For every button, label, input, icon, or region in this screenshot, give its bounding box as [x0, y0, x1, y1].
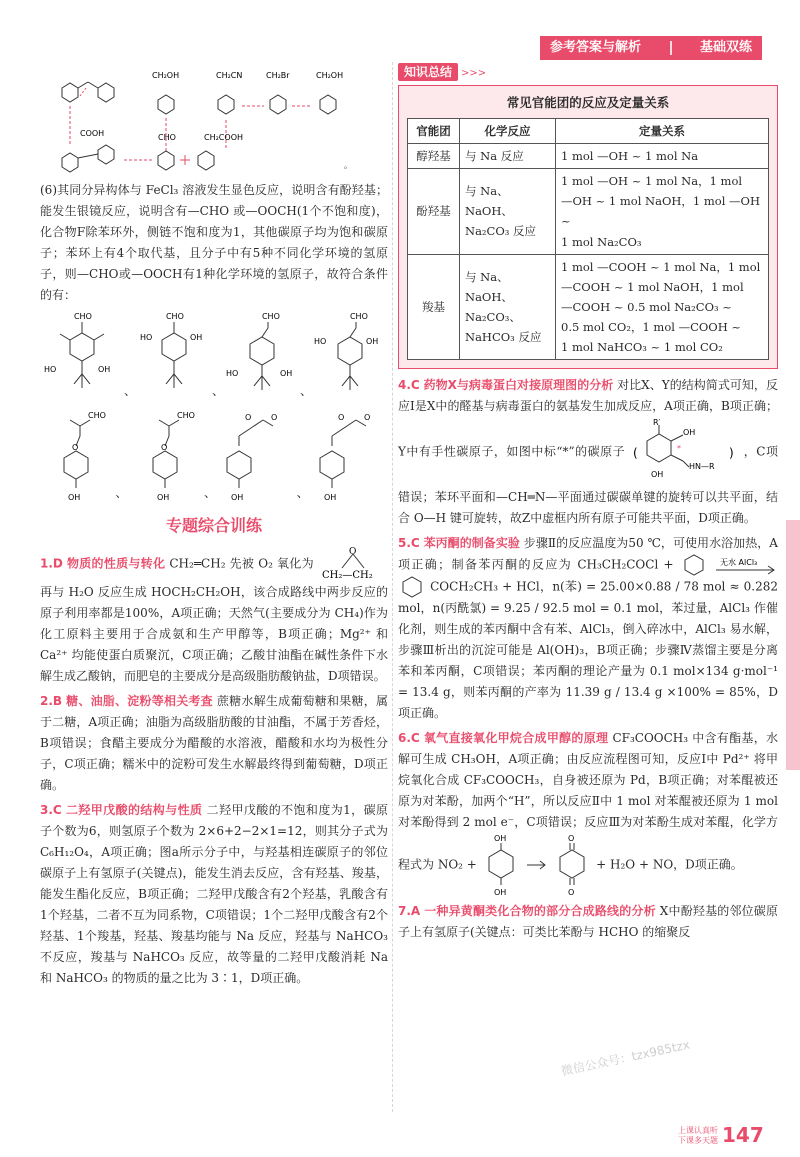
q3-head: 3.C: [40, 803, 62, 817]
header-separator: [670, 41, 672, 55]
q1-text-1: CH₂═CH₂ 先被 O₂ 氧化为: [169, 556, 314, 571]
table-header: 定量关系: [556, 118, 769, 143]
q6-answer: [398, 728, 778, 897]
q4-text-1: 对比X、Y的结构简式可知，反应Ⅰ是X中的醛基与病毒蛋白的氨基发生加成反应，A项正确，B项正确；Y中有手性碳原子，如图中标“*”的碳原子: [398, 378, 778, 459]
isomer-structure: [310, 406, 388, 504]
reaction-scheme-drawing: [40, 60, 370, 178]
q2-text: 蔗糖水解生成葡萄糖和果糖，属于二糖，A项正确；油脂为高级脂肪酸的甘油酯，不属于芳香烃，B项错误；食醋主要成分为醋酸的水溶液，醋酸和水均为极性分子，C项正确；糯米中的淀粉可发生水解最终得到葡萄糖，D项正确。: [40, 694, 388, 792]
answers-label: 参考答案与解析: [550, 39, 642, 55]
isomer-cho-label: CHO: [73, 312, 92, 322]
table-header: 化学反应: [460, 118, 556, 143]
q7-head: 7.A: [398, 904, 421, 919]
q4-topic: 药物X与病毒蛋白对接原理图的分析: [423, 378, 614, 393]
table-header-row: [408, 118, 769, 143]
isomer-structure: [129, 406, 203, 504]
q1-answer: [40, 546, 388, 687]
q1-head: 1.D: [40, 556, 63, 571]
isomer-cho-label: CHO: [176, 411, 195, 420]
q4-head: 4.C: [398, 378, 420, 393]
isomer-ho-label: HO: [139, 333, 153, 343]
isomer-ho-label: HO: [43, 364, 57, 374]
table-cell-reaction: 与 Na 反应: [460, 144, 556, 169]
table-title: 常见官能团的反应及定量关系: [506, 95, 670, 110]
quant-line: 1 mol Na₂CO₃: [561, 234, 642, 249]
isomer-separator: 、: [211, 384, 224, 398]
q6-text: (6)其同分异构体与 FeCl₃ 溶液发生显色反应，说明含有酚羟基；能发生银镜反应，说明含有—CHO 或—OOCH(1个不饱和度)，化合物F除苯环外，侧链不饱和度为1，其他碳原子均为饱和碳原子；苯环上有4个取代基，且分子中有5种不同化学环境的氢原子，则—CHO或—OOCH有1种化学环境的氢原子，故符合条件的有：: [40, 183, 388, 302]
column-divider: [392, 62, 393, 1112]
header-bar: [540, 36, 762, 60]
isomer-row-2: [40, 406, 388, 504]
q6-text-1: CF₃COOCH₃ 中含有酯基，水解可生成 CH₃OH，A项正确；由反应流程图可知，反应Ⅰ中 Pd²⁺ 将甲烷氧化合成 CF₃COOCH₃，自身被还原为 Pd，B项正确；对苯醌被还原为对苯酚，加两个“H”，所以反应Ⅱ中 1 mol 对苯醌被还原为 1 mol 对苯酚得到 2 mol e⁻，C项错误；反应Ⅲ为对苯酚生成对苯醌，化学方程式为 NO₂ +: [398, 731, 778, 872]
knowledge-summary-arrows: >>>: [461, 68, 487, 79]
scheme-label-ch2br: CH₂Br: [266, 71, 290, 80]
watermark: 微信公众号：tzx985tzx: [559, 1037, 692, 1079]
q2-head: 2.B: [40, 694, 63, 708]
quant-line: —OH ~ 1 mol NaOH，1 mol —OH ~: [561, 194, 761, 229]
knowledge-summary-box: [398, 85, 778, 369]
chiral-r1-label: R′: [653, 418, 661, 428]
q5-answer: [398, 533, 778, 724]
quant-line: 1 mol —OH ~ 1 mol Na，1 mol: [561, 174, 743, 189]
isomer-structure: [136, 310, 212, 402]
isomer-structure: [312, 310, 388, 402]
table-cell-quant: [556, 169, 769, 255]
isomer-separator: 、: [123, 384, 136, 398]
q2-topic: 糖、油脂、淀粉等相关考查: [66, 694, 213, 708]
isomer-o-label: O: [245, 413, 252, 422]
isomer-ho-label: HO: [225, 368, 239, 378]
chiral-structure: [629, 417, 739, 487]
q4-answer: [398, 375, 778, 529]
isomer-oh-label: OH: [189, 333, 203, 343]
table-cell-quant: [556, 144, 769, 169]
reaction-arrow-label: 无水 AlCl₃: [720, 558, 758, 568]
isomer-oh-label: OH: [365, 337, 379, 347]
isomer-oh-label: OH: [68, 493, 81, 502]
page-number: 147: [722, 1123, 764, 1147]
q5-text-1: 步骤Ⅱ的反应温度为50 ℃，可使用水浴加热，A项正确；制备苯丙酮的反应为 CH₃CH₂COCl +: [398, 536, 778, 572]
q1-topic: 物质的性质与转化: [66, 556, 166, 571]
quant-line: 1 mol —OH ~ 1 mol Na: [561, 149, 699, 163]
isomer-structure: [224, 310, 300, 402]
q4-text-2: ，C项错误；苯环平面和—CH═N—平面通过碳碳单键的旋转可以共平面，结合 O—H 键可旋转，故Z中虚框内所有原子可能共平面，D项正确。: [398, 444, 778, 526]
q7-text: X中酚羟基的邻位碳原子上有氢原子(关键点：可类比苯酚与 HCHO 的缩聚反: [398, 904, 778, 940]
q6-text-2: + H₂O + NO，D项正确。: [596, 857, 743, 872]
quinone-o-label: O: [568, 834, 575, 844]
quinone-structure: [552, 833, 592, 897]
isomer-ho-label: HO: [313, 337, 327, 347]
isomer-separator: 、: [296, 486, 309, 500]
table-cell-reaction: 与 Na、NaOH、Na₂CO₃、NaHCO₃ 反应: [460, 254, 556, 360]
table-cell-group: 羧基: [408, 254, 460, 360]
quant-line: 0.5 mol CO₂，1 mol —COOH ~: [561, 320, 742, 334]
table-cell-quant: [556, 254, 769, 360]
q1-text-2: 再与 H₂O 反应生成 HOCH₂CH₂OH，该合成路线中两步反应的原子利用率都是100%，A项正确；天然气(主要成分为 CH₄)作为化工原料主要用于合成氨和生产甲醇等，B项正确；Mg²⁺ 和 Ca²⁺ 均能使蛋白质聚沉，C项正确；乙酸甘油酯在碱性条件下水解生成乙酸钠，而肥皂的主要成分是高级脂肪酸钠盐，D项错误。: [40, 585, 388, 683]
isomer-row-1: [40, 310, 388, 402]
isomer-oh-label: OH: [323, 493, 337, 502]
q7-topic: 一种异黄酮类化合物的部分合成路线的分析: [424, 904, 656, 919]
epoxide-structure: [318, 546, 388, 582]
reaction-arrow: [714, 554, 778, 576]
isomer-o-label: O: [271, 413, 278, 422]
q7-answer: [398, 901, 778, 943]
isomer-oh-label: OH: [231, 493, 244, 502]
hydroquinone-structure: [481, 833, 521, 897]
section-title: 专题综合训练: [165, 516, 262, 535]
isomer-cho-label: CHO: [261, 312, 280, 322]
epoxide-label: CH₂—CH₂: [322, 570, 373, 581]
scheme-label-cooh: COOH: [80, 129, 105, 138]
scheme-label-cho: CHO: [158, 133, 176, 142]
quant-line: 1 mol —COOH ~ 1 mol Na，1 mol: [561, 259, 761, 274]
q5-head: 5.C: [398, 536, 420, 551]
quant-line: —COOH ~ 0.5 mol Na₂CO₃ ~: [561, 299, 732, 314]
svg-text:): ): [729, 446, 735, 461]
isomer-structure: [40, 310, 124, 402]
functional-group-table: [407, 118, 769, 360]
chiral-oh-label: OH: [683, 428, 696, 438]
q6-topic: 氧气直接氧化甲烷合成甲醇的原理: [423, 731, 609, 746]
table-cell-group: 醇羟基: [408, 144, 460, 169]
isomer-separator: 、: [299, 384, 312, 398]
footer-slogan: [678, 1126, 718, 1145]
scheme-label-ch2oh-2: CH₂OH: [316, 71, 344, 80]
svg-text:O: O: [349, 547, 357, 557]
book-label: 基础双练: [699, 39, 752, 55]
isomer-o-label: O: [160, 443, 167, 452]
benzene-ring-icon: [679, 554, 709, 576]
table-cell-reaction: 与 Na、NaOH、Na₂CO₃ 反应: [460, 169, 556, 255]
table-row: [408, 254, 769, 360]
table-header: 官能团: [408, 118, 460, 143]
quinone-o-label: O: [568, 888, 575, 898]
q6-head: 6.C: [398, 731, 420, 746]
isomer-structure: [217, 406, 295, 504]
chiral-oh2-label: OH: [651, 470, 664, 480]
chiral-star-label: *: [677, 444, 682, 454]
isomer-oh-label: OH: [97, 364, 111, 374]
q2-answer: [40, 691, 388, 796]
page-footer: [678, 1118, 764, 1153]
isomer-separator: 、: [115, 486, 128, 500]
isomer-o-label: O: [363, 413, 371, 422]
scheme-label-ch2cn: CH₂CN: [216, 71, 243, 80]
q3-answer: [40, 800, 388, 989]
knowledge-summary-tag: 知识总结: [398, 63, 458, 81]
reaction-arrow: [525, 859, 549, 871]
q5-topic: 苯丙酮的制备实验: [423, 536, 520, 551]
isomer-cho-label: CHO: [88, 411, 106, 420]
isomer-oh-label: OH: [279, 368, 293, 378]
quant-line: 1 mol NaHCO₃ ~ 1 mol CO₂: [561, 340, 723, 355]
footer-line-1: 上课认真听: [678, 1125, 718, 1135]
isomer-oh-label: OH: [156, 493, 169, 502]
scheme-label-ch2cooh: CH₂COOH: [204, 133, 244, 142]
chiral-hn-label: HN—R: [689, 462, 716, 472]
isomer-cho-label: CHO: [165, 312, 184, 322]
q3-topic: 二羟甲戊酸的结构与性质: [65, 803, 203, 817]
reaction-scheme: [40, 60, 388, 180]
knowledge-summary-header: [398, 62, 778, 83]
isomer-structure: [40, 406, 114, 504]
isomer-cho-label: CHO: [349, 312, 368, 322]
footer-line-2: 下课多天题: [678, 1135, 718, 1145]
scheme-label-period: 。: [344, 161, 352, 170]
table-row: [408, 169, 769, 255]
scheme-label-ch2oh: CH₂OH: [152, 71, 180, 80]
benzene-ring-icon: [398, 576, 426, 598]
hq-oh-label: OH: [493, 834, 506, 844]
table-cell-group: 酚羟基: [408, 169, 460, 255]
isomer-separator: 、: [203, 486, 216, 500]
hq-oh-label: OH: [493, 888, 506, 898]
side-stripe: [786, 520, 800, 770]
q5-text-2: COCH₂CH₃ + HCl，n(苯) = 25.00×0.88 / 78 mol ≈ 0.282 mol，n(丙酰氯) = 9.25 / 92.5 mol = 0.1 mol，苯过量，AlCl₃ 作催化剂，则生成的苯丙酮中含有苯、AlCl₃，倒入碎冰中，AlCl₃ 易水解，步骤Ⅲ析出的沉淀可能是 Al(OH)₃，B项正确；步骤Ⅳ蒸馏主要是分离苯和苯丙酮，C项错误；苯丙酮的理论产量为 0.1 mol×134 g·mol⁻¹ = 13.4 g，则苯丙酮的产率为 11.39 g / 13.4 g ×100% = 85%，D项正确。: [398, 579, 778, 721]
isomer-o-label: O: [337, 413, 345, 422]
svg-text:(: (: [633, 446, 639, 461]
left-column: [40, 60, 388, 989]
q3-text: 二羟甲戊酸的不饱和度为1，碳原子个数为6，则氢原子个数为 2×6+2−2×1=12，则其分子式为 C₆H₁₂O₄，A项正确；图a所示分子中，与羟基相连碳原子的邻位碳原子上有氢原子(关键点)，能发生消去反应，含有羟基、羧基，能发生酯化反应，B项正确；二羟甲戊酸含有2个羟基，乳酸含有1个羟基，二者不互为同系物，C项错误；1个二羟甲戊酸含有2个羟基、1个羧基，羟基、羧基均能与 Na 反应，羟基与 NaHCO₃ 不反应，羧基与 NaHCO₃ 反应，故等量的二羟甲戊酸消耗 Na 和 NaHCO₃ 的物质的量之比为 3∶1，D项正确。: [40, 803, 388, 985]
right-column: [398, 62, 778, 943]
quant-line: —COOH ~ 1 mol NaOH，1 mol: [561, 279, 744, 294]
table-row: [408, 144, 769, 169]
isomer-o-label: O: [72, 443, 79, 452]
